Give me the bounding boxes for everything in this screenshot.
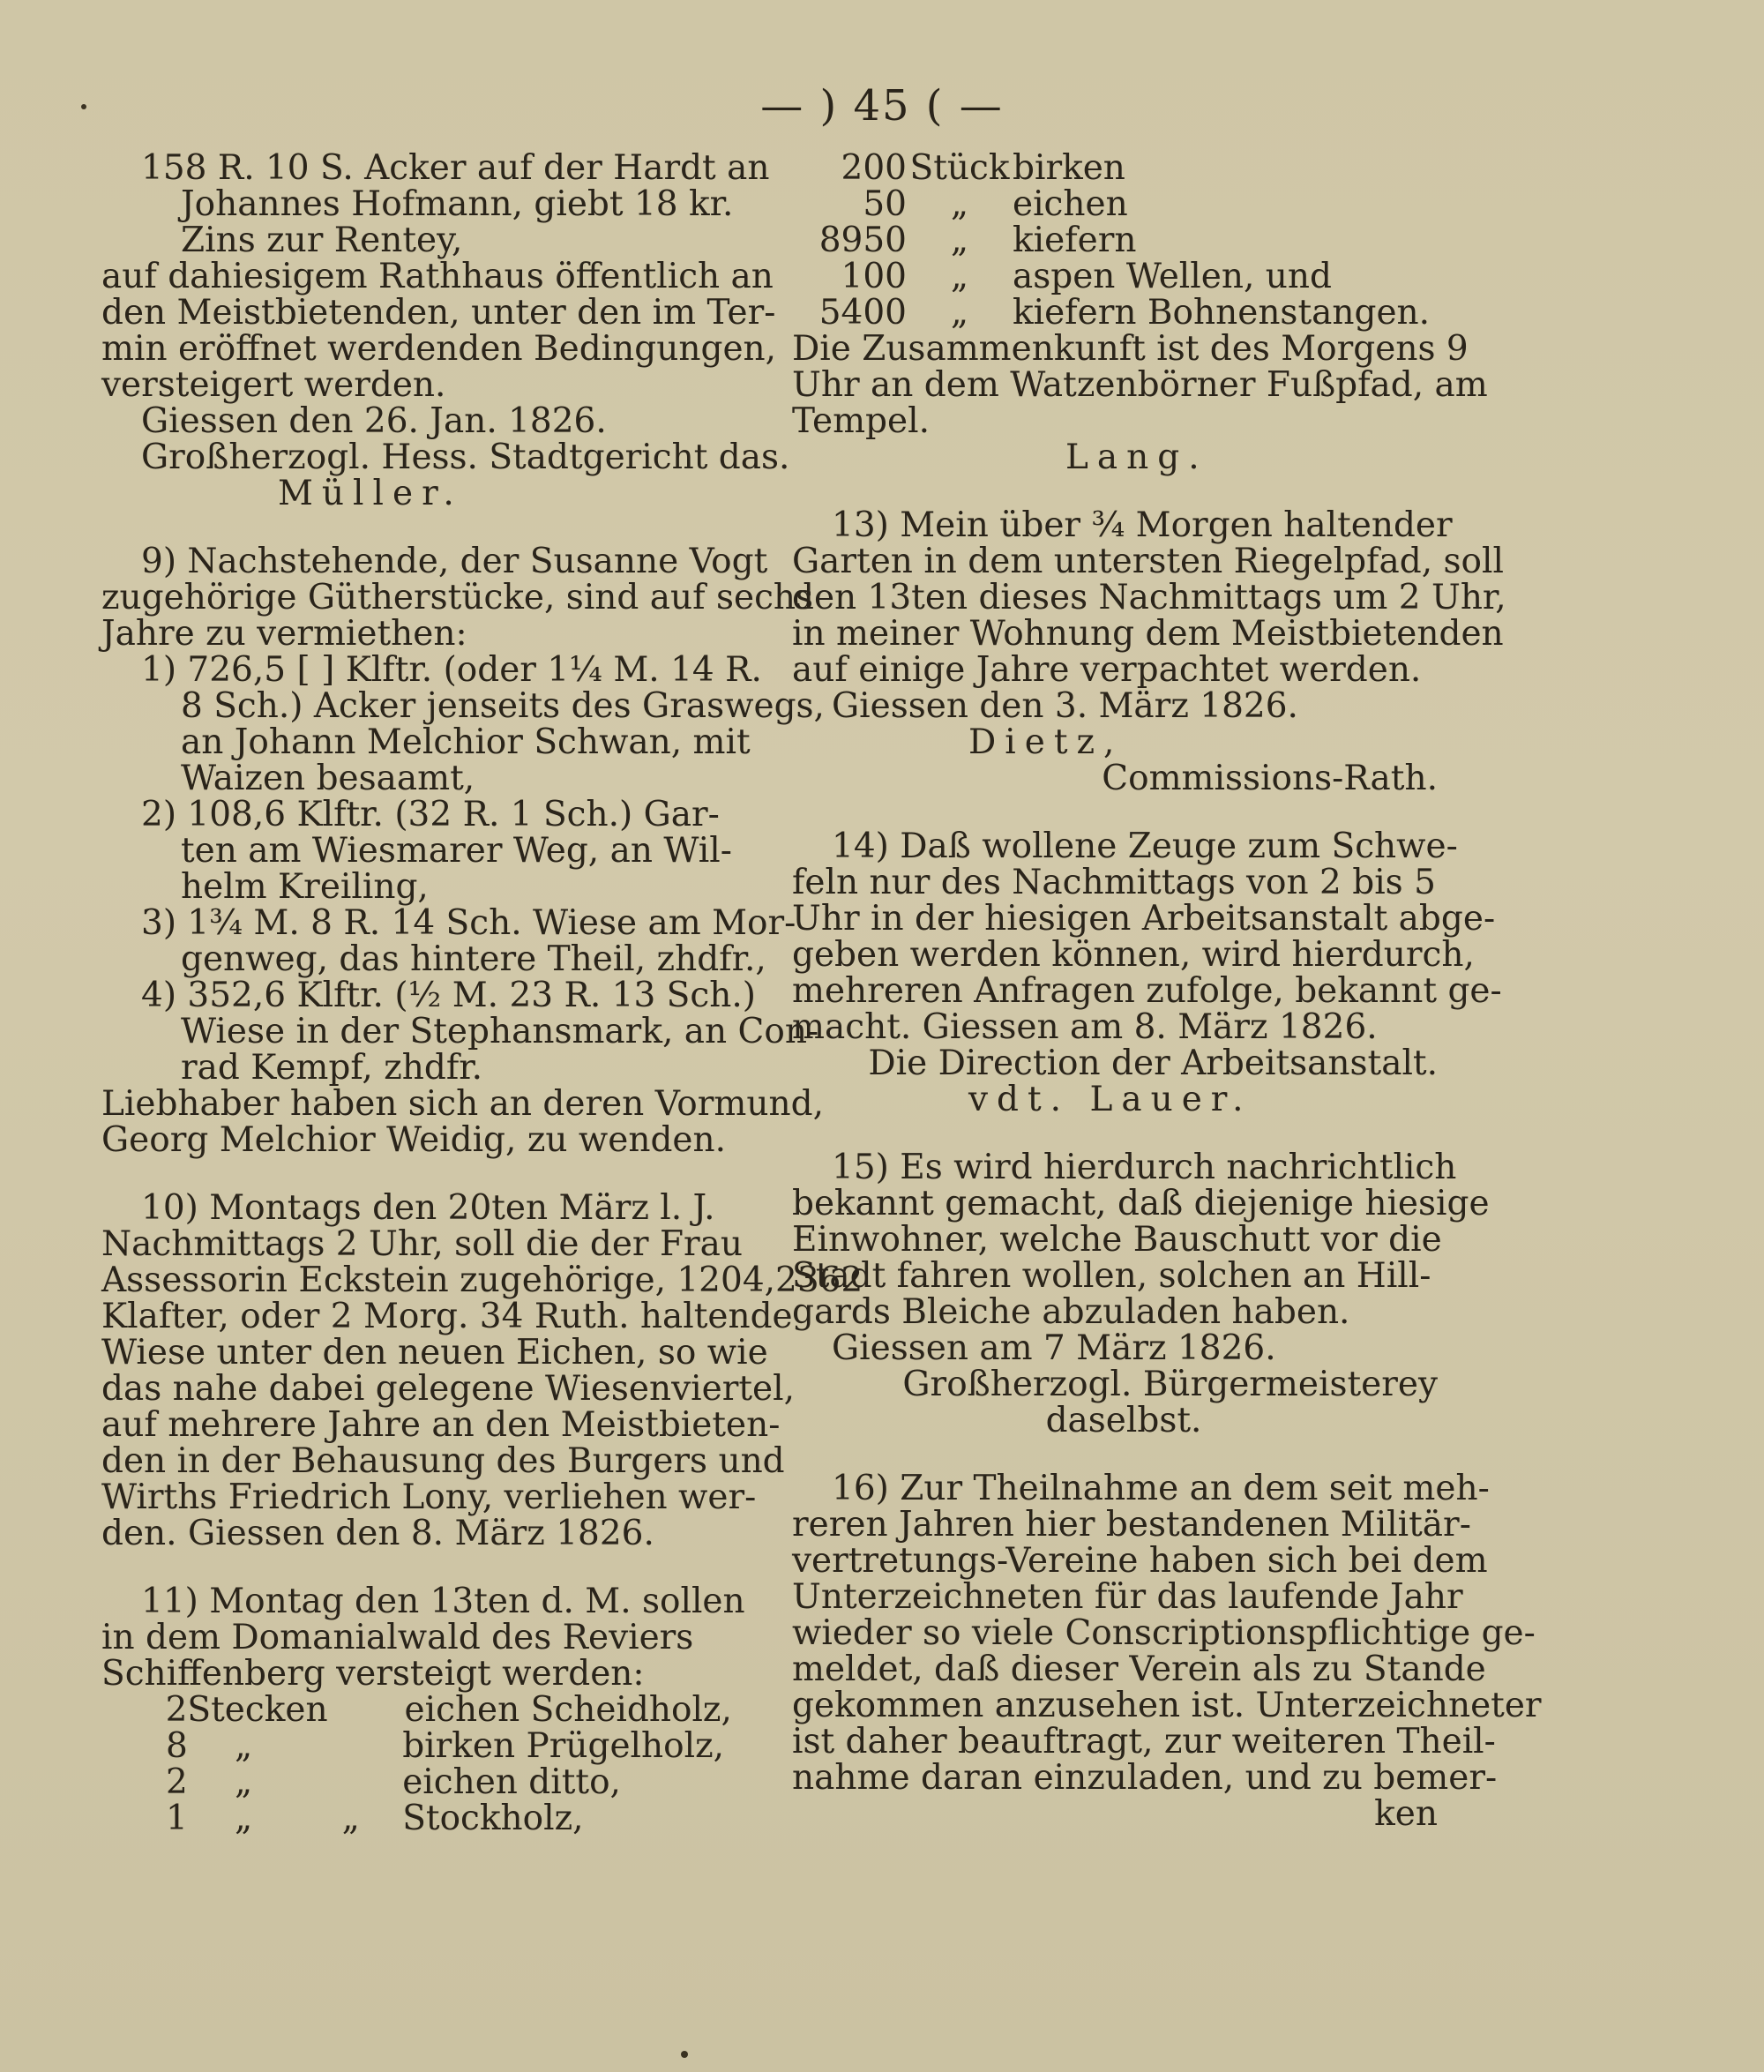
text-line: auf dahiesigem Rathhaus öffentlich an [101,257,774,296]
text-line: Georg Melchior Weidig, zu wenden. [101,1120,727,1160]
text-line: Klafter, oder 2 Morg. 34 Ruth. haltende [101,1297,793,1336]
text-line: gards Bleiche abzuladen haben. [792,1292,1350,1332]
table-cell-unit: „ [950,257,969,296]
text-line: an Johann Melchior Schwan, mit [181,722,751,762]
table-cell-unit: Stecken [187,1690,328,1730]
text-line: Stadt fahren wollen, solchen an Hill- [792,1256,1431,1296]
text-line: auf einige Jahre verpachtet werden. [792,650,1422,690]
text-line: ist daher beauftragt, zur weiteren Theil- [792,1722,1496,1762]
text-line: 14) Daß wollene Zeuge zum Schwe- [832,827,1458,866]
text-line: wieder so viele Conscriptionspflichtige ge- [792,1613,1536,1653]
text-line: feln nur des Nachmittags von 2 bis 5 [792,863,1436,902]
text-line: Assessorin Eckstein zugehörige, 1204,2362 [101,1260,863,1300]
text-line: 15) Es wird hierdurch nachrichtlich [832,1148,1457,1187]
table-cell-unit: „ [950,221,969,260]
text-line: reren Jahren hier bestandenen Militär- [792,1505,1471,1545]
table-row [792,186,1455,222]
table-row [792,150,1455,186]
text-line: Lang. [1065,438,1208,477]
text-line: 8 Sch.) Acker jenseits des Graswegs, [181,686,825,726]
text-line: nahme daran einzuladen, und zu bemer- [792,1758,1498,1798]
text-line: Einwohner, welche Bauschutt vor die [792,1220,1442,1260]
right-column [792,148,1542,1834]
text-line: helm Kreiling, [181,867,429,907]
text-line: ten am Wiesmarer Weg, an Wil- [181,831,732,871]
table-cell-unit: „ [950,293,969,333]
text-line: macht. Giessen am 8. März 1826. [792,1007,1378,1047]
table-row [101,1800,763,1836]
text-line: Giessen den 3. März 1826. [832,686,1298,726]
text-line: bekannt gemacht, daß diejenige hiesige [792,1184,1490,1223]
table-cell-unit: „ [235,1799,253,1838]
table-cell-desc: eichen [1013,184,1128,224]
table-cell-num: 5400 [818,293,907,333]
table-cell-desc: Stockholz, [402,1799,584,1838]
text-line: Unterzeichneten für das laufende Jahr [792,1577,1463,1617]
text-line: genweg, das hintere Theil, zhdfr., [181,939,766,979]
text-line: Großherzogl. Hess. Stadtgericht das. [141,438,790,477]
table-cell-desc: birken [1013,148,1125,188]
table-cell-num: 50 [863,184,907,224]
table-cell-desc: kiefern Bohnenstangen. [1013,293,1431,333]
text-line: zugehörige Gütherstücke, sind auf sechs [101,578,814,617]
text-line: daselbst. [1045,1401,1202,1440]
text-line: 13) Mein über ¾ Morgen haltender [832,505,1453,545]
text-line: 16) Zur Theilnahme an dem seit meh- [832,1469,1490,1508]
text-line: Zins zur Rentey, [181,221,463,260]
text-line: Giessen den 26. Jan. 1826. [141,401,607,441]
table-cell-desc: birken Prügelholz, [402,1726,725,1766]
text-line: in dem Domanialwald des Reviers [101,1618,694,1657]
text-line: geben werden können, wird hierdurch, [792,935,1475,975]
text-line: 158 R. 10 S. Acker auf der Hardt an [141,148,770,188]
text-line: mehreren Anfragen zufolge, bekannt ge- [792,971,1502,1011]
table-cell-sub: „ [341,1799,360,1838]
text-line: in meiner Wohnung dem Meistbietenden [792,614,1504,654]
text-line: Johannes Hofmann, giebt 18 kr. [181,184,734,224]
table-row [792,258,1455,295]
text-line: meldet, daß dieser Verein als zu Stande [792,1649,1486,1689]
table-cell-num: 2 [165,1690,188,1730]
text-line: ken [1374,1794,1438,1834]
table-cell-sub [302,1692,404,1728]
text-line: min eröffnet werdenden Bedingungen, [101,329,777,369]
table-cell-num: 200 [841,148,907,188]
text-line: 11) Montag den 13ten d. M. sollen [141,1582,745,1621]
text-line: Nachmittags 2 Uhr, soll die der Frau [101,1224,744,1264]
text-line: den 13ten dieses Nachmittags um 2 Uhr, [792,578,1506,617]
text-line: 3) 1¾ M. 8 R. 14 Sch. Wiese am Mor- [141,903,796,943]
text-line: Schiffenberg versteigt werden: [101,1654,645,1694]
text-line: Die Zusammenkunft ist des Morgens 9 [792,329,1469,369]
table-cell-sub [299,1728,402,1764]
text-line: vdt. Lauer. [968,1080,1252,1119]
text-line: Müller. [278,474,463,513]
table-cell-unit: „ [235,1762,253,1802]
paragraph-gap [792,1118,1455,1149]
text-line: Wiese unter den neuen Eichen, so wie [101,1333,768,1373]
paragraph-gap [101,1158,763,1190]
text-line: vertretungs-Vereine haben sich bei dem [792,1541,1488,1581]
text-line: den Meistbietenden, unter den im Ter- [101,293,776,333]
table-cell-unit: Stück [909,148,1010,188]
text-line: Liebhaber haben sich an deren Vormund, [101,1084,824,1124]
table-cell-desc: eichen Scheidholz, [404,1690,732,1730]
text-line: Großherzogl. Bürgermeisterey [902,1365,1438,1404]
text-line: auf mehrere Jahre an den Meistbieten- [101,1405,781,1445]
text-line: rad Kempf, zhdfr. [181,1048,483,1088]
table-cell-unit: „ [235,1726,253,1766]
table-cell-desc: aspen Wellen, und [1013,257,1332,296]
text-line: das nahe dabei gelegene Wiesenviertel, [101,1369,795,1409]
table-cell-unit: „ [950,184,969,224]
text-line: 9) Nachstehende, der Susanne Vogt [141,542,768,581]
ink-speck [681,2051,688,2058]
table-cell-num: 8950 [818,221,907,260]
text-line: Giessen am 7 März 1826. [832,1328,1276,1368]
text-line: den in der Behausung des Burgers und [101,1441,785,1481]
text-line: 2) 108,6 Klftr. (32 R. 1 Sch.) Gar- [141,795,720,834]
text-line: 4) 352,6 Klftr. (½ M. 23 R. 13 Sch.) [141,976,756,1015]
paragraph-gap [101,512,763,543]
paragraph-gap [792,475,1455,507]
table-cell-sub [299,1764,402,1800]
table-row [792,222,1455,258]
table-cell-num: 1 [166,1799,188,1838]
text-line: Commissions-Rath. [1102,759,1438,798]
table-row [101,1728,763,1764]
text-line: 1) 726,5 [ ] Klftr. (oder 1¼ M. 14 R. [141,650,762,690]
text-line: Dietz, [968,722,1124,762]
table-row [101,1692,763,1728]
text-line: Die Direction der Arbeitsanstalt. [868,1043,1438,1083]
paragraph-gap [792,797,1455,828]
table-row [792,295,1455,331]
text-line: Jahre zu vermiethen: [101,614,467,654]
text-line: gekommen anzusehen ist. Unterzeichneter [792,1686,1542,1725]
table-cell-desc: eichen ditto, [402,1762,621,1802]
text-line: Wirths Friedrich Lony, verliehen wer- [101,1477,757,1517]
table-cell-num: 100 [841,257,907,296]
text-line: Wiese in der Stephansmark, an Con- [181,1012,819,1051]
paragraph-gap [792,1439,1455,1470]
text-line: Uhr an dem Watzenbörner Fußpfad, am [792,365,1488,405]
table-row [101,1764,763,1800]
page-number-header: — ) 45 ( — [760,81,1004,131]
paragraph-gap [101,1552,763,1583]
text-line: den. Giessen den 8. März 1826. [101,1514,654,1553]
text-line: Tempel. [792,401,930,441]
table-cell-desc: kiefern [1013,221,1137,260]
text-line: Uhr in der hiesigen Arbeitsanstalt abge- [792,899,1496,939]
text-line: versteigert werden. [101,365,446,405]
table-cell-num: 2 [166,1762,188,1802]
text-line: Garten in dem untersten Riegelpfad, soll [792,542,1504,581]
table-cell-num: 8 [166,1726,188,1766]
text-line: 10) Montags den 20ten März l. J. [141,1188,715,1228]
text-line: Waizen besaamt, [181,759,475,798]
